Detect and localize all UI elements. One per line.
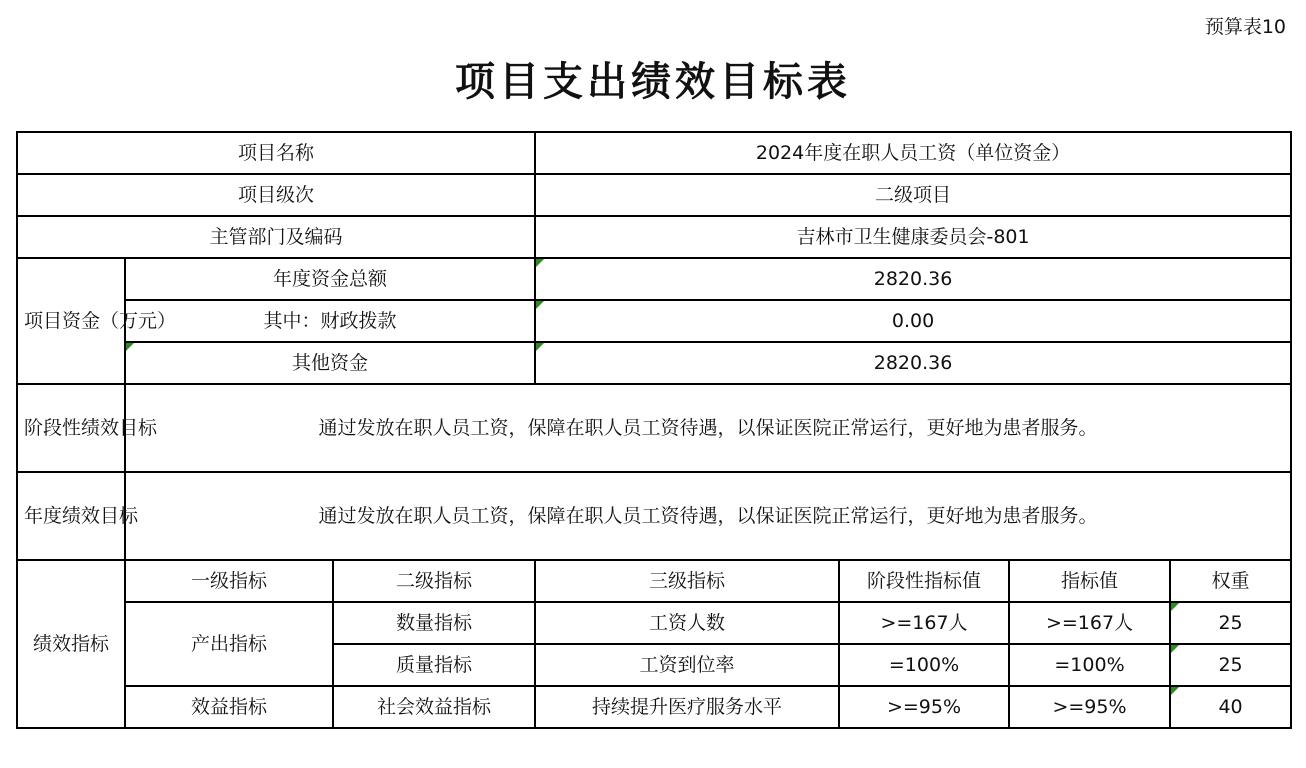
indicator-stage-value: >=167人	[839, 602, 1009, 644]
annual-goal-row	[17, 472, 1291, 560]
indicator-level1: 产出指标	[125, 602, 333, 686]
indicators-label: 绩效指标	[17, 560, 125, 728]
indicator-level2: 社会效益指标	[333, 686, 535, 728]
indicator-value: >=95%	[1009, 686, 1170, 728]
stage-goal-label: 阶段性绩效目标	[17, 384, 125, 472]
indicator-weight: 25	[1170, 644, 1291, 686]
header-weight: 权重	[1170, 560, 1291, 602]
header-level3: 三级指标	[535, 560, 839, 602]
header-level1: 一级指标	[125, 560, 333, 602]
table-number: 预算表10	[1204, 16, 1286, 38]
indicator-stage-value: >=95%	[839, 686, 1009, 728]
funds-fiscal-row	[17, 300, 1291, 342]
project-level-label: 项目级次	[17, 174, 535, 216]
header-stage-value: 阶段性指标值	[839, 560, 1009, 602]
indicator-stage-value: =100%	[839, 644, 1009, 686]
funds-total-value: 2820.36	[535, 258, 1291, 300]
project-name-label: 项目名称	[17, 132, 535, 174]
project-name-value: 2024年度在职人员工资（单位资金）	[535, 132, 1291, 174]
annual-goal-text: 通过发放在职人员工资，保障在职人员工资待遇，以保证医院正常运行，更好地为患者服务。	[125, 472, 1291, 560]
indicator-header-row	[17, 560, 1291, 602]
indicator-level3: 工资到位率	[535, 644, 839, 686]
funds-fiscal-label: 其中：财政拨款	[125, 300, 535, 342]
stage-goal-text: 通过发放在职人员工资，保障在职人员工资待遇，以保证医院正常运行，更好地为患者服务。	[125, 384, 1291, 472]
project-level-row	[17, 174, 1291, 216]
funds-other-row	[17, 342, 1291, 384]
indicator-level1: 效益指标	[125, 686, 333, 728]
funds-other-label: 其他资金	[125, 342, 535, 384]
funds-total-row	[17, 258, 1291, 300]
indicator-row	[17, 686, 1291, 728]
indicator-weight: 25	[1170, 602, 1291, 644]
funds-label: 项目资金（万元）	[17, 258, 125, 384]
department-value: 吉林市卫生健康委员会-801	[535, 216, 1291, 258]
project-level-value: 二级项目	[535, 174, 1291, 216]
header-level2: 二级指标	[333, 560, 535, 602]
header-value: 指标值	[1009, 560, 1170, 602]
page-title: 项目支出绩效目标表	[455, 59, 851, 105]
indicator-value: =100%	[1009, 644, 1170, 686]
indicator-row	[17, 602, 1291, 644]
funds-fiscal-value: 0.00	[535, 300, 1291, 342]
indicator-weight: 40	[1170, 686, 1291, 728]
funds-other-value: 2820.36	[535, 342, 1291, 384]
indicator-level2: 质量指标	[333, 644, 535, 686]
indicator-level2: 数量指标	[333, 602, 535, 644]
funds-total-label: 年度资金总额	[125, 258, 535, 300]
annual-goal-label: 年度绩效目标	[17, 472, 125, 560]
stage-goal-row	[17, 384, 1291, 472]
indicator-level3: 持续提升医疗服务水平	[535, 686, 839, 728]
indicator-value: >=167人	[1009, 602, 1170, 644]
performance-target-table	[16, 131, 1292, 729]
department-row	[17, 216, 1291, 258]
indicator-level3: 工资人数	[535, 602, 839, 644]
department-label: 主管部门及编码	[17, 216, 535, 258]
project-name-row	[17, 132, 1291, 174]
